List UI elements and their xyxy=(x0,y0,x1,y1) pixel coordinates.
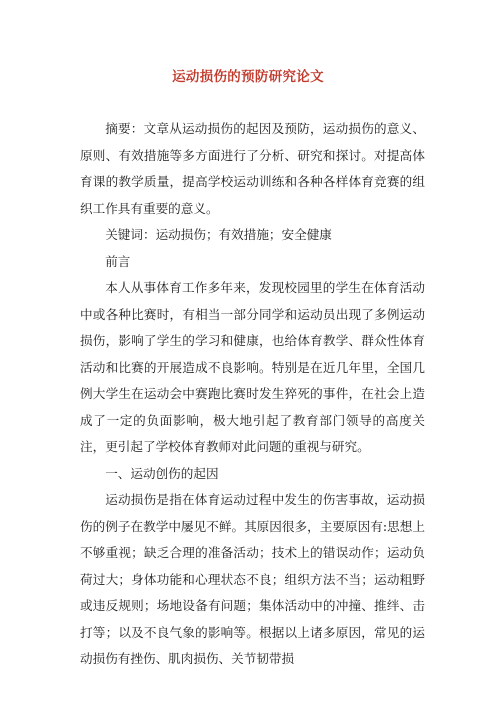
preface-heading: 前言 xyxy=(105,253,131,269)
section-heading-1: 一、运动创伤的起因 xyxy=(105,465,219,481)
section-paragraph-1: 运动损伤是指在体育运动过程中发生的伤害事故，运动损伤的例子在教学中屡见不鲜。其原因很多，主要原因有:思想上不够重视；缺乏合理的准备活动；技术上的错误动作；运动负荷过大；身体功能和心理状态不良；组织方法不当；运动粗野或违反规则；场地设备有问题；集体活动中的冲撞、推绊、击打等；以及不良气象的影响等。根据以上诸多原因，常见的运动损伤有挫伤、肌肉损伤、关节韧带损 xyxy=(80,492,425,666)
abstract-paragraph: 摘要：文章从运动损伤的起因及预防，运动损伤的意义、原则、有效措施等多方面进行了分析、研究和探讨。对提高体育课的教学质量，提高学校运动训练和各种各样体育竞赛的组织工作具有重要的意义。 xyxy=(80,121,425,216)
document-body xyxy=(80,116,425,673)
document-title: 运动损伤的预防研究论文 xyxy=(172,69,324,85)
keywords-paragraph: 关键词：运动损伤；有效措施；安全健康 xyxy=(105,227,332,242)
preface-paragraph: 本人从事体育工作多年来，发现校园里的学生在体育活动中或各种比赛时，有相当一部分同学和运动员出现了多例运动损伤，影响了学生的学习和健康，也给体育教学、群众性体育活动和比赛的开展造成不良影响。特别是在近几年里，全国几例大学生在运动会中赛跑比赛时发生猝死的事件，在社会上造成了一定的负面影响，极大地引起了教育部门领导的高度关注，更引起了学校体育教师对此问题的重视与研究。 xyxy=(80,280,425,454)
